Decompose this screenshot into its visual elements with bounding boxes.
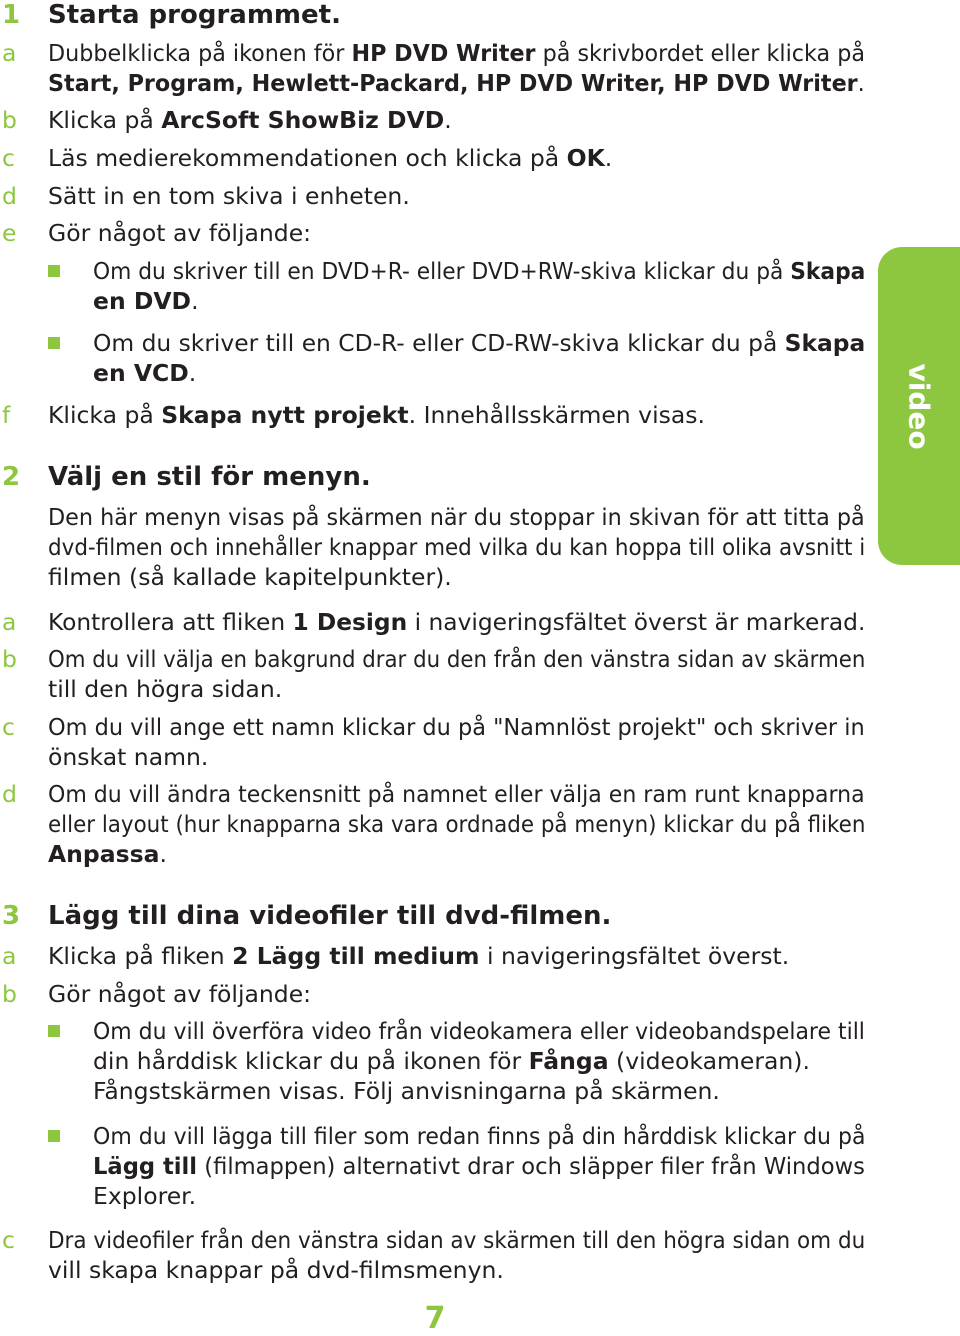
step-2c-marker: c — [2, 713, 15, 741]
step-2-title: Välj en stil för menyn. — [48, 462, 371, 492]
step-3c-line-1: Dra videofiler från den vänstra sidan av skärmen till den högra sidan om du — [48, 1226, 866, 1254]
step-3b-bullet-1-line-2: din hårddisk klickar du på ikonen för Fånga (videokameran). — [93, 1047, 810, 1075]
tab-label: video — [902, 362, 936, 450]
step-1e-bullet-1-line-1: Om du skriver till en DVD+R- eller DVD+RW-skiva klickar du på Skapa — [93, 257, 866, 285]
step-2d-marker: d — [2, 780, 17, 808]
step-1a-line-1: Dubbelklicka på ikonen för HP DVD Writer på skrivbordet eller klicka på — [48, 39, 865, 67]
bullet-square-icon — [48, 337, 60, 349]
step-2b-line-1: Om du vill välja en bakgrund drar du den från den vänstra sidan av skärmen — [48, 645, 866, 673]
step-1b-line: Klicka på ArcSoft ShowBiz DVD. — [48, 106, 452, 134]
step-1c-line: Läs medierekommendationen och klicka på OK. — [48, 144, 613, 172]
step-1e-marker: e — [2, 219, 17, 247]
step-1-title: Starta programmet. — [48, 0, 341, 30]
step-1e-line: Gör något av följande: — [48, 219, 312, 247]
step-1d-marker: d — [2, 182, 17, 210]
step-2d-line-3: Anpassa. — [48, 840, 167, 868]
bullet-square-icon — [48, 265, 60, 277]
step-1f-marker: f — [2, 401, 11, 429]
step-3-number: 3 — [2, 901, 21, 931]
bullet-square-icon — [48, 1130, 60, 1142]
step-2-number: 2 — [2, 462, 21, 492]
step-2b-line-2: till den högra sidan. — [48, 675, 283, 703]
step-2d-line-1: Om du vill ändra teckensnitt på namnet eller välja en ram runt knapparna — [48, 780, 865, 808]
step-2c-line-2: önskat namn. — [48, 743, 209, 771]
step-1-number: 1 — [2, 0, 21, 30]
step-3-title: Lägg till dina videofiler till dvd-filmen. — [48, 901, 612, 931]
step-2-intro-line-1: Den här menyn visas på skärmen när du stoppar in skivan för att titta på — [48, 503, 865, 531]
step-3b-bullet-2-line-2: Lägg till (filmappen) alternativt drar och släpper filer från Windows — [93, 1152, 865, 1180]
step-1f-line: Klicka på Skapa nytt projekt. Innehållsskärmen visas. — [48, 401, 705, 429]
bullet-square-icon — [48, 1025, 60, 1037]
step-2a-marker: a — [2, 608, 17, 636]
step-1a-line-2: Start, Program, Hewlett-Packard, HP DVD Writer, HP DVD Writer. — [48, 69, 865, 97]
step-3a-line: Klicka på fliken 2 Lägg till medium i navigeringsfältet överst. — [48, 942, 790, 970]
step-3c-marker: c — [2, 1226, 15, 1254]
video-section-tab — [878, 247, 960, 565]
step-3b-bullet-1-line-1: Om du vill överföra video från videokamera eller videobandspelare till — [93, 1017, 865, 1045]
step-1e-bullet-1-line-2: en DVD. — [93, 287, 199, 315]
step-2-intro-line-2: dvd-filmen och innehåller knappar med vilka du kan hoppa till olika avsnitt i — [48, 533, 866, 561]
step-2d-line-2: eller layout (hur knapparna ska vara ordnade på menyn) klickar du på fliken — [48, 810, 866, 838]
step-2b-marker: b — [2, 645, 17, 673]
step-3c-line-2: vill skapa knappar på dvd-filmsmenyn. — [48, 1256, 504, 1284]
step-1e-bullet-2-line-1: Om du skriver till en CD-R- eller CD-RW-skiva klickar du på Skapa — [93, 329, 866, 357]
step-2a-line: Kontrollera att fliken 1 Design i navigeringsfältet överst är markerad. — [48, 608, 866, 636]
page-number: 7 — [424, 1301, 446, 1336]
step-1e-bullet-2-line-2: en VCD. — [93, 359, 197, 387]
step-3b-bullet-2-line-3: Explorer. — [93, 1182, 197, 1210]
step-3b-bullet-1-line-3: Fångstskärmen visas. Följ anvisningarna på skärmen. — [93, 1077, 720, 1105]
step-3b-bullet-2-line-1: Om du vill lägga till filer som redan finns på din hårddisk klickar du på — [93, 1122, 866, 1150]
step-1c-marker: c — [2, 144, 15, 172]
step-3b-line: Gör något av följande: — [48, 980, 312, 1008]
step-1b-marker: b — [2, 106, 17, 134]
step-3b-marker: b — [2, 980, 17, 1008]
step-3a-marker: a — [2, 942, 17, 970]
step-1d-line: Sätt in en tom skiva i enheten. — [48, 182, 410, 210]
step-2c-line-1: Om du vill ange ett namn klickar du på "Namnlöst projekt" och skriver in — [48, 713, 865, 741]
step-1a-marker: a — [2, 39, 17, 67]
step-2-intro-line-3: filmen (så kallade kapitelpunkter). — [48, 563, 452, 591]
